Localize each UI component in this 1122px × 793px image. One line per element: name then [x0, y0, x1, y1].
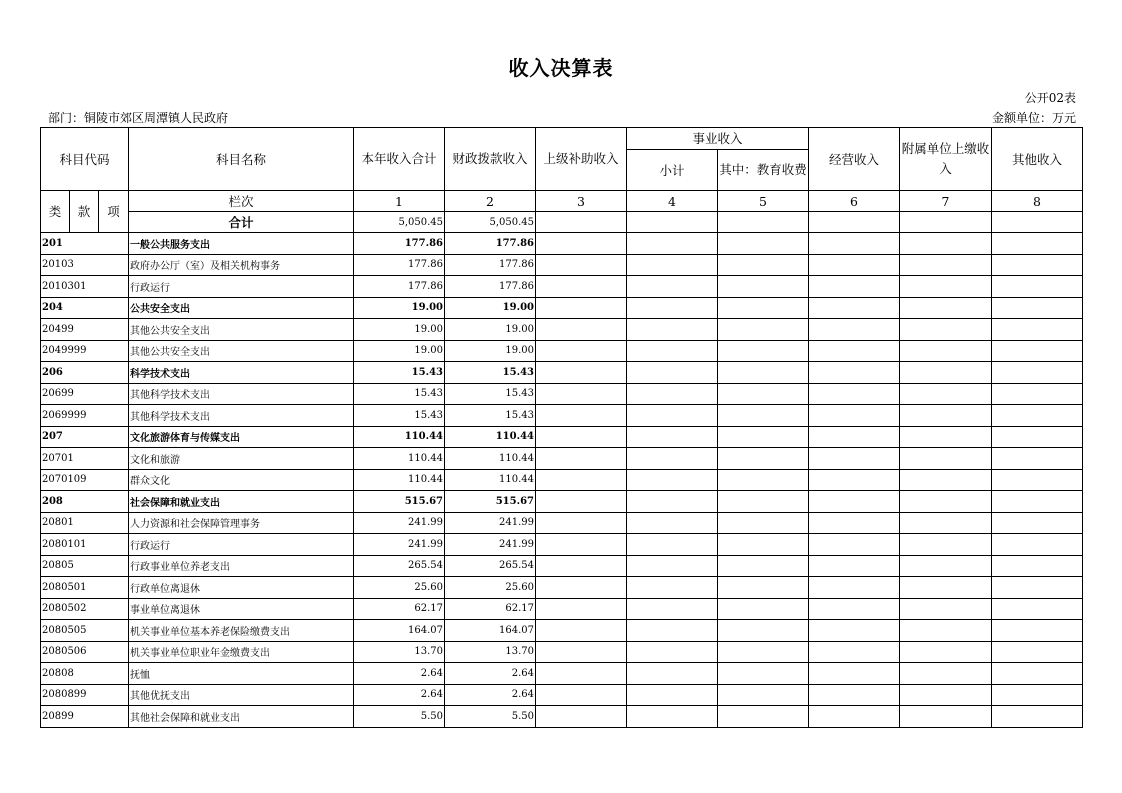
row-empty-cell — [809, 534, 900, 556]
header-kuan: 款 — [70, 191, 99, 233]
row-empty-cell — [536, 233, 627, 255]
table-body — [41, 233, 1083, 728]
col-number: 2 — [445, 191, 536, 212]
row-name: 科学技术支出 — [129, 362, 354, 384]
row-name: 行政运行 — [129, 534, 354, 556]
row-code: 2070109 — [41, 469, 129, 491]
row-name: 文化和旅游 — [129, 448, 354, 470]
row-total: 241.99 — [354, 534, 445, 556]
row-fiscal: 241.99 — [445, 534, 536, 556]
row-empty-cell — [627, 684, 718, 706]
row-code: 2080506 — [41, 641, 129, 663]
row-empty-cell — [992, 426, 1083, 448]
row-name: 文化旅游体育与传媒支出 — [129, 426, 354, 448]
row-empty-cell — [627, 577, 718, 599]
table-row — [41, 534, 1083, 556]
row-code: 2080501 — [41, 577, 129, 599]
row-empty-cell — [900, 297, 992, 319]
row-empty-cell — [536, 448, 627, 470]
row-empty-cell — [536, 512, 627, 534]
row-empty-cell — [900, 469, 992, 491]
row-fiscal: 177.86 — [445, 254, 536, 276]
row-empty-cell — [809, 469, 900, 491]
row-empty-cell — [809, 319, 900, 341]
header-other: 其他收入 — [992, 128, 1083, 191]
row-code: 2010301 — [41, 276, 129, 298]
row-total: 13.70 — [354, 641, 445, 663]
row-empty-cell — [718, 512, 809, 534]
row-empty-cell — [718, 405, 809, 427]
row-name: 行政事业单位养老支出 — [129, 555, 354, 577]
row-empty-cell — [718, 555, 809, 577]
row-code: 20801 — [41, 512, 129, 534]
row-empty-cell — [809, 491, 900, 513]
row-empty-cell — [536, 276, 627, 298]
row-empty-cell — [536, 663, 627, 685]
row-empty-cell — [536, 297, 627, 319]
row-empty-cell — [809, 641, 900, 663]
row-empty-cell — [718, 319, 809, 341]
total-row-label: 合计 — [129, 212, 354, 233]
row-empty-cell — [900, 383, 992, 405]
row-empty-cell — [718, 254, 809, 276]
table-row — [41, 706, 1083, 728]
row-empty-cell — [992, 491, 1083, 513]
total-row-fiscal: 5,050.45 — [445, 212, 536, 233]
row-name: 其他科学技术支出 — [129, 405, 354, 427]
row-fiscal: 15.43 — [445, 362, 536, 384]
total-row-total: 5,050.45 — [354, 212, 445, 233]
header-total: 本年收入合计 — [354, 128, 445, 191]
row-empty-cell — [627, 340, 718, 362]
row-total: 177.86 — [354, 276, 445, 298]
row-empty-cell — [627, 383, 718, 405]
col-number: 8 — [992, 191, 1083, 212]
row-name: 政府办公厅（室）及相关机构事务 — [129, 254, 354, 276]
row-empty-cell — [900, 641, 992, 663]
row-empty-cell — [900, 426, 992, 448]
row-total: 15.43 — [354, 362, 445, 384]
table-row — [41, 620, 1083, 642]
table-row — [41, 641, 1083, 663]
row-empty-cell — [809, 362, 900, 384]
table-row — [41, 684, 1083, 706]
col-number: 6 — [809, 191, 900, 212]
row-empty-cell — [718, 684, 809, 706]
header-xiang: 项 — [99, 191, 129, 233]
row-fiscal: 110.44 — [445, 426, 536, 448]
row-empty-cell — [536, 598, 627, 620]
header-column-label: 栏次 — [129, 191, 354, 212]
row-empty-cell — [992, 598, 1083, 620]
row-total: 515.67 — [354, 491, 445, 513]
table-row — [41, 276, 1083, 298]
col-number: 7 — [900, 191, 992, 212]
row-empty-cell — [809, 663, 900, 685]
header-fiscal: 财政拨款收入 — [445, 128, 536, 191]
table-row — [41, 319, 1083, 341]
row-empty-cell — [536, 340, 627, 362]
row-empty-cell — [536, 383, 627, 405]
row-empty-cell — [992, 254, 1083, 276]
row-empty-cell — [536, 469, 627, 491]
row-empty-cell — [627, 362, 718, 384]
row-empty-cell — [809, 512, 900, 534]
row-fiscal: 177.86 — [445, 233, 536, 255]
row-code: 2080505 — [41, 620, 129, 642]
table-row — [41, 340, 1083, 362]
row-name: 群众文化 — [129, 469, 354, 491]
row-fiscal: 177.86 — [445, 276, 536, 298]
row-empty-cell — [900, 684, 992, 706]
row-empty-cell — [809, 684, 900, 706]
header-superior: 上级补助收入 — [536, 128, 627, 191]
row-empty-cell — [718, 491, 809, 513]
row-empty-cell — [627, 448, 718, 470]
row-name: 抚恤 — [129, 663, 354, 685]
row-empty-cell — [536, 534, 627, 556]
row-total: 2.64 — [354, 663, 445, 685]
row-empty-cell — [900, 620, 992, 642]
header-operating: 经营收入 — [809, 128, 900, 191]
row-empty-cell — [536, 641, 627, 663]
row-name: 社会保障和就业支出 — [129, 491, 354, 513]
row-empty-cell — [627, 319, 718, 341]
row-empty-cell — [992, 663, 1083, 685]
row-empty-cell — [992, 641, 1083, 663]
row-empty-cell — [900, 340, 992, 362]
row-fiscal: 5.50 — [445, 706, 536, 728]
row-name: 行政运行 — [129, 276, 354, 298]
row-empty-cell — [992, 555, 1083, 577]
row-empty-cell — [627, 555, 718, 577]
row-fiscal: 265.54 — [445, 555, 536, 577]
row-empty-cell — [809, 276, 900, 298]
row-total: 241.99 — [354, 512, 445, 534]
row-code: 20699 — [41, 383, 129, 405]
row-code: 20805 — [41, 555, 129, 577]
row-empty-cell — [627, 233, 718, 255]
row-empty-cell — [718, 233, 809, 255]
row-total: 62.17 — [354, 598, 445, 620]
row-empty-cell — [536, 684, 627, 706]
row-empty-cell — [900, 555, 992, 577]
row-total: 110.44 — [354, 469, 445, 491]
row-name: 机关事业单位基本养老保险缴费支出 — [129, 620, 354, 642]
row-fiscal: 164.07 — [445, 620, 536, 642]
row-empty-cell — [992, 276, 1083, 298]
row-total: 19.00 — [354, 319, 445, 341]
header-business-education: 其中：教育收费 — [718, 150, 809, 191]
row-empty-cell — [809, 340, 900, 362]
row-empty-cell — [992, 534, 1083, 556]
table-row — [41, 233, 1083, 255]
row-empty-cell — [992, 319, 1083, 341]
row-code: 208 — [41, 491, 129, 513]
header-code: 科目代码 — [41, 128, 129, 191]
row-name: 其他公共安全支出 — [129, 340, 354, 362]
form-number: 公开02表 — [1024, 91, 1076, 105]
row-empty-cell — [900, 491, 992, 513]
row-total: 177.86 — [354, 254, 445, 276]
row-empty-cell — [992, 233, 1083, 255]
row-empty-cell — [900, 598, 992, 620]
row-empty-cell — [627, 405, 718, 427]
row-total: 25.60 — [354, 577, 445, 599]
row-empty-cell — [900, 362, 992, 384]
row-empty-cell — [718, 641, 809, 663]
row-fiscal: 110.44 — [445, 469, 536, 491]
row-empty-cell — [627, 641, 718, 663]
table-row — [41, 297, 1083, 319]
row-empty-cell — [809, 297, 900, 319]
table-row — [41, 448, 1083, 470]
table-row — [41, 254, 1083, 276]
row-empty-cell — [536, 555, 627, 577]
row-empty-cell — [536, 254, 627, 276]
row-total: 15.43 — [354, 405, 445, 427]
table-row — [41, 426, 1083, 448]
row-fiscal: 110.44 — [445, 448, 536, 470]
row-total: 2.64 — [354, 684, 445, 706]
row-total: 164.07 — [354, 620, 445, 642]
row-code: 2080101 — [41, 534, 129, 556]
row-fiscal: 62.17 — [445, 598, 536, 620]
row-empty-cell — [627, 491, 718, 513]
row-name: 其他社会保障和就业支出 — [129, 706, 354, 728]
row-empty-cell — [809, 555, 900, 577]
amount-unit-label: 金额单位：万元 — [991, 111, 1076, 125]
page-title: 收入决算表 — [508, 56, 614, 80]
row-fiscal: 25.60 — [445, 577, 536, 599]
row-empty-cell — [627, 620, 718, 642]
row-code: 20899 — [41, 706, 129, 728]
row-code: 20701 — [41, 448, 129, 470]
col-number: 1 — [354, 191, 445, 212]
row-fiscal: 2.64 — [445, 663, 536, 685]
row-empty-cell — [718, 663, 809, 685]
row-code: 2049999 — [41, 340, 129, 362]
row-name: 公共安全支出 — [129, 297, 354, 319]
row-fiscal: 19.00 — [445, 319, 536, 341]
row-name: 一般公共服务支出 — [129, 233, 354, 255]
row-fiscal: 15.43 — [445, 405, 536, 427]
row-code: 2069999 — [41, 405, 129, 427]
row-total: 15.43 — [354, 383, 445, 405]
row-empty-cell — [627, 598, 718, 620]
row-empty-cell — [992, 577, 1083, 599]
row-empty-cell — [627, 534, 718, 556]
row-empty-cell — [900, 448, 992, 470]
row-empty-cell — [900, 706, 992, 728]
row-empty-cell — [627, 469, 718, 491]
table-row — [41, 362, 1083, 384]
row-empty-cell — [718, 577, 809, 599]
row-name: 人力资源和社会保障管理事务 — [129, 512, 354, 534]
row-empty-cell — [536, 362, 627, 384]
row-empty-cell — [992, 684, 1083, 706]
row-name: 行政单位离退休 — [129, 577, 354, 599]
row-empty-cell — [536, 405, 627, 427]
row-code: 20499 — [41, 319, 129, 341]
row-empty-cell — [992, 405, 1083, 427]
row-empty-cell — [718, 426, 809, 448]
table-row — [41, 577, 1083, 599]
row-empty-cell — [718, 276, 809, 298]
row-code: 20103 — [41, 254, 129, 276]
header-affiliated: 附属单位上缴收入 — [900, 128, 992, 191]
row-empty-cell — [809, 577, 900, 599]
row-empty-cell — [809, 426, 900, 448]
header-lei: 类 — [41, 191, 70, 233]
col-number: 4 — [627, 191, 718, 212]
row-empty-cell — [627, 663, 718, 685]
row-empty-cell — [718, 534, 809, 556]
row-empty-cell — [992, 383, 1083, 405]
row-empty-cell — [900, 254, 992, 276]
row-empty-cell — [627, 297, 718, 319]
row-code: 2080899 — [41, 684, 129, 706]
row-empty-cell — [536, 577, 627, 599]
col-number: 3 — [536, 191, 627, 212]
row-empty-cell — [992, 448, 1083, 470]
row-code: 206 — [41, 362, 129, 384]
header-name: 科目名称 — [129, 128, 354, 191]
row-empty-cell — [900, 512, 992, 534]
row-empty-cell — [992, 340, 1083, 362]
row-empty-cell — [992, 297, 1083, 319]
row-fiscal: 13.70 — [445, 641, 536, 663]
row-total: 110.44 — [354, 448, 445, 470]
table-row — [41, 405, 1083, 427]
row-empty-cell — [809, 598, 900, 620]
row-name: 其他科学技术支出 — [129, 383, 354, 405]
row-code: 204 — [41, 297, 129, 319]
row-code: 207 — [41, 426, 129, 448]
row-empty-cell — [809, 254, 900, 276]
row-name: 其他优抚支出 — [129, 684, 354, 706]
row-empty-cell — [627, 276, 718, 298]
row-name: 事业单位离退休 — [129, 598, 354, 620]
row-fiscal: 2.64 — [445, 684, 536, 706]
row-empty-cell — [536, 706, 627, 728]
row-empty-cell — [627, 254, 718, 276]
row-empty-cell — [718, 620, 809, 642]
row-empty-cell — [900, 534, 992, 556]
row-empty-cell — [809, 383, 900, 405]
row-empty-cell — [718, 469, 809, 491]
row-empty-cell — [900, 319, 992, 341]
table-row — [41, 663, 1083, 685]
row-code: 2080502 — [41, 598, 129, 620]
header-business: 事业收入 — [627, 128, 809, 150]
row-empty-cell — [718, 340, 809, 362]
row-empty-cell — [627, 512, 718, 534]
row-empty-cell — [809, 448, 900, 470]
row-total: 19.00 — [354, 340, 445, 362]
row-fiscal: 19.00 — [445, 340, 536, 362]
row-empty-cell — [536, 319, 627, 341]
row-total: 265.54 — [354, 555, 445, 577]
row-empty-cell — [992, 512, 1083, 534]
row-empty-cell — [992, 620, 1083, 642]
row-empty-cell — [718, 362, 809, 384]
row-empty-cell — [536, 491, 627, 513]
row-fiscal: 515.67 — [445, 491, 536, 513]
row-empty-cell — [992, 469, 1083, 491]
row-empty-cell — [809, 706, 900, 728]
row-name: 其他公共安全支出 — [129, 319, 354, 341]
row-code: 20808 — [41, 663, 129, 685]
row-empty-cell — [900, 663, 992, 685]
row-empty-cell — [992, 706, 1083, 728]
row-total: 19.00 — [354, 297, 445, 319]
row-empty-cell — [809, 620, 900, 642]
row-empty-cell — [536, 620, 627, 642]
row-empty-cell — [809, 233, 900, 255]
row-empty-cell — [718, 598, 809, 620]
row-code: 201 — [41, 233, 129, 255]
row-total: 177.86 — [354, 233, 445, 255]
row-empty-cell — [900, 577, 992, 599]
row-name: 机关事业单位职业年金缴费支出 — [129, 641, 354, 663]
row-empty-cell — [900, 405, 992, 427]
row-empty-cell — [809, 405, 900, 427]
table-row — [41, 469, 1083, 491]
row-fiscal: 19.00 — [445, 297, 536, 319]
row-fiscal: 15.43 — [445, 383, 536, 405]
col-number: 5 — [718, 191, 809, 212]
income-statement-table — [40, 127, 1083, 728]
row-total: 5.50 — [354, 706, 445, 728]
header-business-subtotal: 小计 — [627, 150, 718, 191]
row-total: 110.44 — [354, 426, 445, 448]
row-empty-cell — [900, 233, 992, 255]
table-row — [41, 491, 1083, 513]
department-label: 部门：铜陵市郊区周潭镇人民政府 — [48, 111, 229, 125]
row-empty-cell — [900, 276, 992, 298]
row-empty-cell — [718, 383, 809, 405]
row-empty-cell — [718, 448, 809, 470]
table-row — [41, 512, 1083, 534]
row-empty-cell — [627, 426, 718, 448]
row-empty-cell — [992, 362, 1083, 384]
row-empty-cell — [718, 297, 809, 319]
table-row — [41, 598, 1083, 620]
table-row — [41, 383, 1083, 405]
row-empty-cell — [627, 706, 718, 728]
table-row — [41, 555, 1083, 577]
row-empty-cell — [536, 426, 627, 448]
row-fiscal: 241.99 — [445, 512, 536, 534]
row-empty-cell — [718, 706, 809, 728]
